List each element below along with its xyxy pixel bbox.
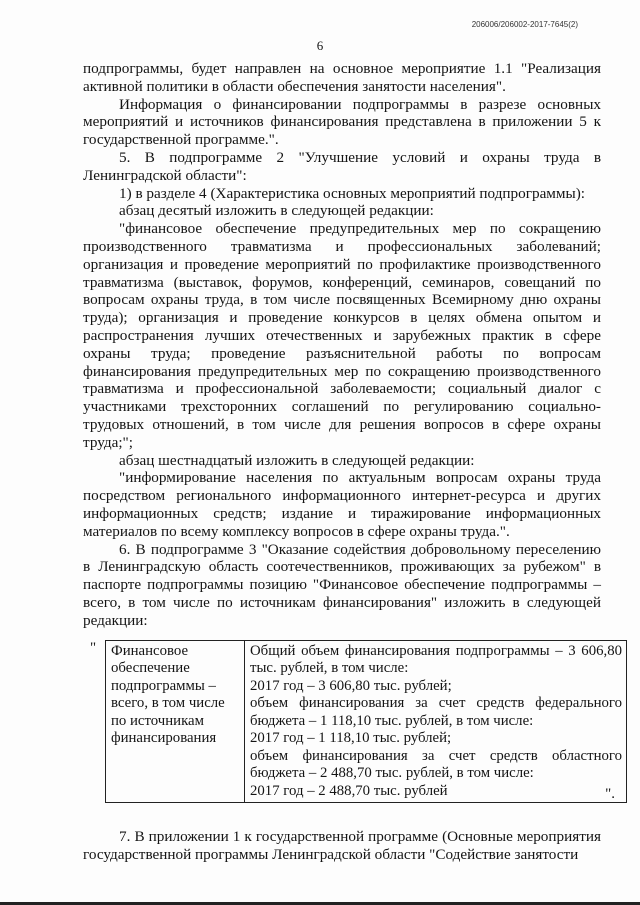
paragraph: "финансовое обеспечение предупредительных мер по сокращению производственного травматизма и профессиональных заболеваний; организация и проведение мероприятий по профилактике производственного травматизма (выставок, форумов, конференций, семинаров, совещаний по вопросам охраны труда, в том числе посвященных Всемирному дню охраны труда); организация и проведение конкурсов в целях обмена опытом и распространения лучших отечественных и зарубежных практик в сфере охраны труда; проведение разъяснительной работы по вопросам финансирования предупредительных мер по сокращению производственного травматизма и профессиональной заболеваемости; социальный диалог с участниками трехсторонних соглашений по регулированию социально-трудовых отношений, в том числе для решения вопросов в сфере охраны труда;";	[83, 220, 601, 451]
paragraph: абзац десятый изложить в следующей редакции:	[119, 202, 434, 220]
financing-line: объем финансирования за счет средств федерального бюджета – 1 118,10 тыс. рублей, в том числе:	[250, 695, 622, 729]
financing-line: 2017 год – 3 606,80 тыс. рублей;	[250, 677, 452, 694]
financing-line: 2017 год – 1 118,10 тыс. рублей;	[250, 730, 452, 746]
paragraph: 7. В приложении 1 к государственной программе (Основные мероприятия государственной программы Ленинградской области "Содействие занятости	[83, 828, 601, 863]
paragraph: абзац шестнадцатый изложить в следующей редакции:	[119, 451, 475, 469]
paragraph: 6. В подпрограмме 3 "Оказание содействия добровольному переселению в Ленинградскую область соотечественников, проживающих за рубежом" в паспорте подпрограммы позицию "Финансовое обеспечение подпрограммы – всего, в том числе по источникам финансирования" изложить в следующей редакции:	[83, 540, 601, 629]
after-table-text	[83, 828, 601, 864]
financing-line: Общий объем финансирования подпрограммы – 3 606,80 тыс. рублей, в том числе:	[250, 642, 622, 676]
document-body	[83, 60, 622, 804]
paragraph: подпрограммы, будет направлен на основное мероприятие 1.1 "Реализация активной политики в области обеспечения занятости населения".	[83, 60, 601, 95]
opening-quote: "	[90, 639, 97, 656]
table-label-cell: Финансовое обеспечение подпрограммы – всего, в том числе по источникам финансирования	[106, 640, 245, 803]
financing-line: 2017 год – 2 488,70 тыс. рублей	[250, 782, 448, 799]
table-value-cell	[245, 640, 627, 803]
financing-table	[105, 640, 627, 804]
closing-quote: ".	[605, 785, 615, 802]
paragraph: "информирование населения по актуальным вопросам охраны труда посредством регионального информационного интернет-ресурса и других информационных средств; издание и тиражирование информационных материалов по всему комплексу вопросов в сфере охраны труда.".	[83, 469, 601, 540]
paragraph: 5. В подпрограмме 2 "Улучшение условий и охраны труда в Ленинградской области":	[83, 148, 601, 184]
page-number: 6	[316, 38, 324, 53]
paragraph: Информация о финансировании подпрограммы в разрезе основных мероприятий и источников финансирования представлена в приложении 5 к государственной программе.".	[83, 95, 601, 149]
document-id: 206006/206002-2017-7645(2)	[471, 20, 578, 29]
table-row	[106, 640, 627, 803]
financing-line: объем финансирования за счет средств областного бюджета – 2 488,70 тыс. рублей, в том числе:	[250, 747, 622, 781]
paragraph: 1) в разделе 4 (Характеристика основных мероприятий подпрограммы):	[119, 184, 586, 202]
financing-table-block	[83, 639, 622, 804]
